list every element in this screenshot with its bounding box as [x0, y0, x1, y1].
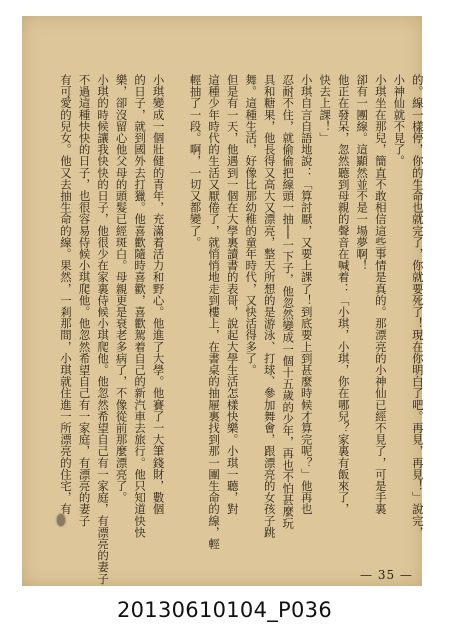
text-column: 舞。這種生活，好像比那幼稚的童年時代，又快活得多了。	[244, 74, 259, 376]
text-column: 小琪自言自語地說：「算討厭，又要上課了！到底要上到甚麼時候才算完呢？」他再也	[299, 74, 314, 515]
text-column: 樂，卻沒留心他父母的頭髮已經斑白。母親更是衰老多病了，不像從前那麼漂亮了。	[114, 74, 129, 504]
text-column: 的日子，就到國外去打獵。他喜歡隨時喜歡，喜歡駕着自己的新汽車去旅行。他只知道快快	[133, 74, 148, 538]
text-column: 這種少年時代的生活又厭倦了，就悄悄地走到樓上，在書桌的抽屜裏找到那一團生命的線，輕	[207, 74, 222, 550]
text-column: 不過這種快快的日子，也很容易侍候小琪爬他。他忽然希望自己有一家庭，有漂亮的妻子	[77, 74, 92, 527]
text-column: 小琪的時候讓我快快的日子，他很少在家裏侍候小琪爬他。他忽然希望自己有一家庭，有漂亮的妻子	[96, 74, 111, 585]
text-column: 小琪坐在那兒，簡直不敢相信這些事情是真的。那漂亮的小神仙已經不見了，可是手裏	[373, 74, 388, 515]
scanned-page	[22, 16, 425, 586]
text-column: 但是有一天，他遇到一個在大學裏讀書的表哥，說起大學生活怎樣快樂。小琪一聽，對	[225, 74, 240, 515]
text-column: 他正在發呆，忽然聽到母親的聲音在喊着：「小琪，小琪，你在哪兒？家裏有飯來了，	[336, 74, 351, 515]
text-column: 輕抽了一段。啊，一切又都變了。	[188, 74, 203, 248]
text-column: 忍耐不住，就偷偷把線頭一抽──一下子，他忽然變成一個十五歲的少年，再也不怕甚麼玩	[281, 74, 296, 529]
text-column: 小琪變成一個壯健的青年，充滿着活力和野心。他進了大學。他賽了一大筆錢財，數個	[151, 74, 166, 515]
text-column: 小神仙就不見了。	[392, 74, 407, 167]
catalog-id: 20130610104_P036	[116, 598, 332, 622]
text-column: 卻有一團線。這顯然並不是一場夢啊！	[355, 74, 370, 272]
text-column: 快去上課！」	[318, 74, 333, 144]
text-column: 的。線一樣停，你的生命也就完了，你就要死了！現在你明白了吧。再見，再見！」說完，	[410, 74, 425, 538]
page-number: — 35 —	[360, 568, 413, 582]
text-column: 具和糖果，他長得又高大又漂亮，整天所想的是游泳、打球、參加舞會，跟漂亮的女孩子跳	[262, 74, 277, 538]
text-column: 有可愛的兒女。他又去抽生命的線。果然，一剎那間，小琪就住進一所漂亮的住宅，有	[59, 74, 73, 515]
